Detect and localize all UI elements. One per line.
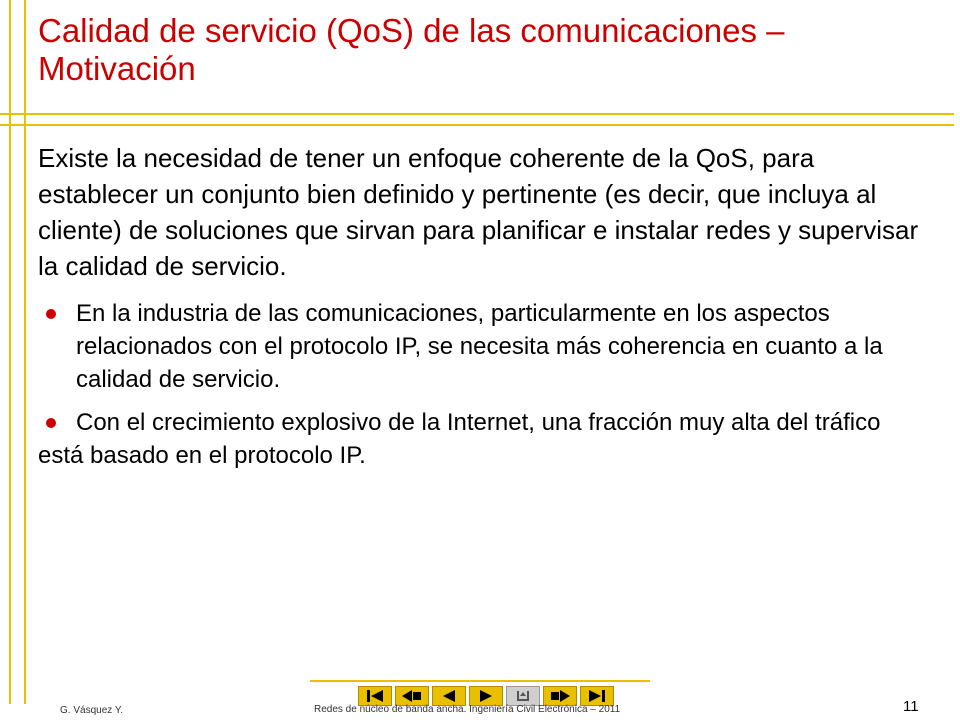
footer-rule xyxy=(310,680,650,682)
page-number: 11 xyxy=(903,698,919,715)
return-button[interactable] xyxy=(506,686,540,706)
last-slide-button[interactable] xyxy=(580,686,614,706)
bullet-text: En la industria de las comunicaciones, particularmente en los aspectos relacionados con el protocolo IP, se necesita más coherencia en cuanto a la calidad de servicio. xyxy=(76,300,883,393)
footer-course: Redes de núcleo de banda ancha. Ingeniería Civil Electrónica – 2011 xyxy=(314,704,621,715)
previous-slide-icon xyxy=(439,689,459,703)
previous-section-button[interactable] xyxy=(395,686,429,706)
next-section-icon xyxy=(549,689,571,703)
left-frame-line-1 xyxy=(9,0,11,704)
bullet-list xyxy=(38,297,928,482)
last-slide-icon xyxy=(587,689,607,703)
title-rule-top xyxy=(0,113,954,115)
bullet-item xyxy=(38,406,928,472)
bullet-text: Con el crecimiento explosivo de la Internet, una fracción muy alta del tráfico está basado en el protocolo IP. xyxy=(38,409,881,469)
title-rule-bottom xyxy=(0,124,954,126)
bullet-item xyxy=(38,297,928,396)
next-section-button[interactable] xyxy=(543,686,577,706)
first-slide-icon xyxy=(365,689,385,703)
previous-slide-button[interactable] xyxy=(432,686,466,706)
footer-author: G. Vásquez Y. xyxy=(60,705,124,716)
slide-body-paragraph: Existe la necesidad de tener un enfoque coherente de la QoS, para establecer un conjunto bien definido y pertinente (es decir, que incluya al cliente) de soluciones que sirvan para planificar e instalar redes y supervisar la calidad de servicio. xyxy=(38,143,919,281)
slide-navigation xyxy=(358,686,614,706)
previous-section-icon xyxy=(401,689,423,703)
next-slide-button[interactable] xyxy=(469,686,503,706)
bullet-dot-icon xyxy=(46,309,56,319)
left-frame-line-2 xyxy=(24,0,26,704)
next-slide-icon xyxy=(476,689,496,703)
return-icon xyxy=(513,689,533,703)
slide-title: Calidad de servicio (QoS) de las comunicaciones – Motivación xyxy=(38,12,785,87)
bullet-dot-icon xyxy=(46,418,56,428)
first-slide-button[interactable] xyxy=(358,686,392,706)
